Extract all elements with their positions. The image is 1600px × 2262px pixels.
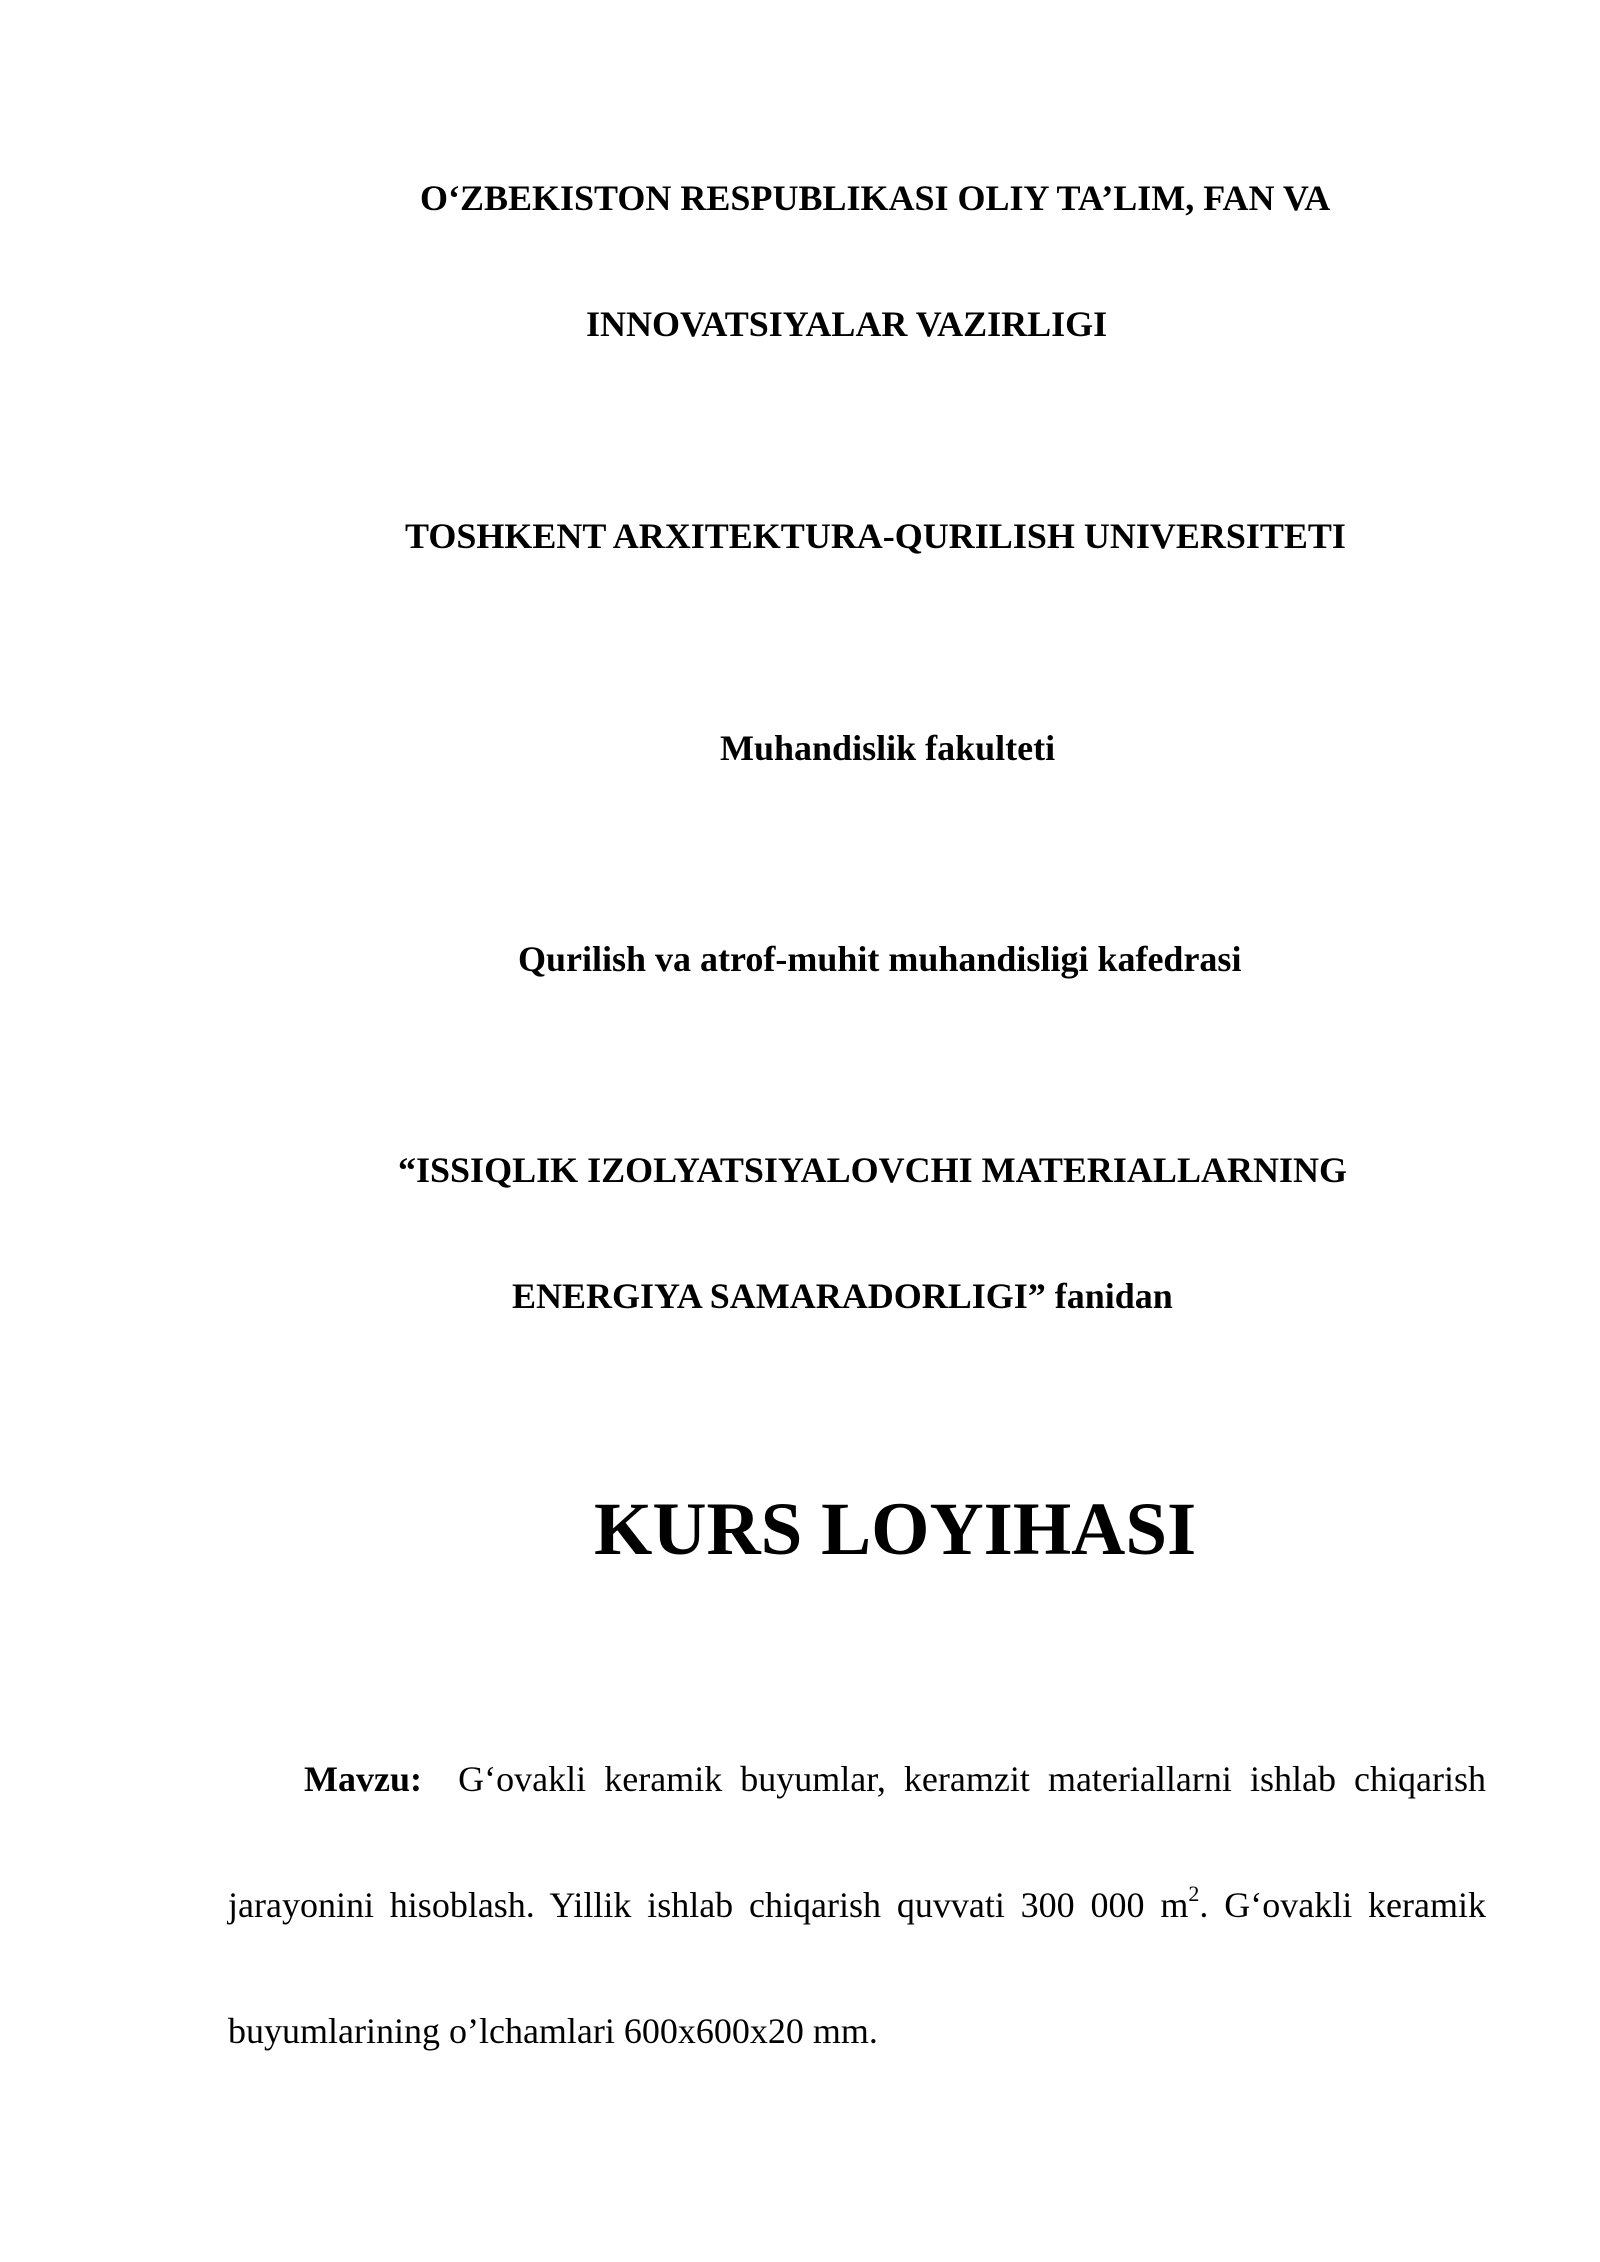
ministry-line-2: INNOVATSIYALAR VAZIRLIGI	[586, 304, 1108, 344]
topic-text-part1: G‘ovakli keramik buyumlar, keramzit materiallarni ishlab chiqarish jarayonini hisoblash. Yillik ishlab chiqarish quvvati 300 000 m	[228, 1759, 1486, 1925]
university-name: TOSHKENT ARXITEKTURA-QURILISH UNIVERSITETI	[405, 516, 1346, 556]
faculty-name: Muhandislik fakulteti	[720, 728, 1056, 768]
document-title: KURS LOYIHASI	[594, 1488, 1197, 1571]
topic-paragraph	[228, 1716, 1486, 2094]
subject-line-2: ENERGIYA SAMARADORLIGI” fanidan	[512, 1276, 1173, 1316]
department-name: Qurilish va atrof-muhit muhandisligi kafedrasi	[518, 939, 1242, 979]
area-unit-superscript: 2	[1188, 1881, 1200, 1906]
subject-line-1: “ISSIQLIK IZOLYATSIYALOVCHI MATERIALLARNING	[398, 1150, 1347, 1190]
topic-text-part2: . G‘ovakli keramik buyumlarining o’lchamlari 600x600x20 mm.	[228, 1885, 1486, 2051]
ministry-line-1: O‘ZBEKISTON RESPUBLIKASI OLIY TA’LIM, FAN VA	[420, 178, 1331, 218]
topic-label: Mavzu:	[304, 1759, 422, 1799]
